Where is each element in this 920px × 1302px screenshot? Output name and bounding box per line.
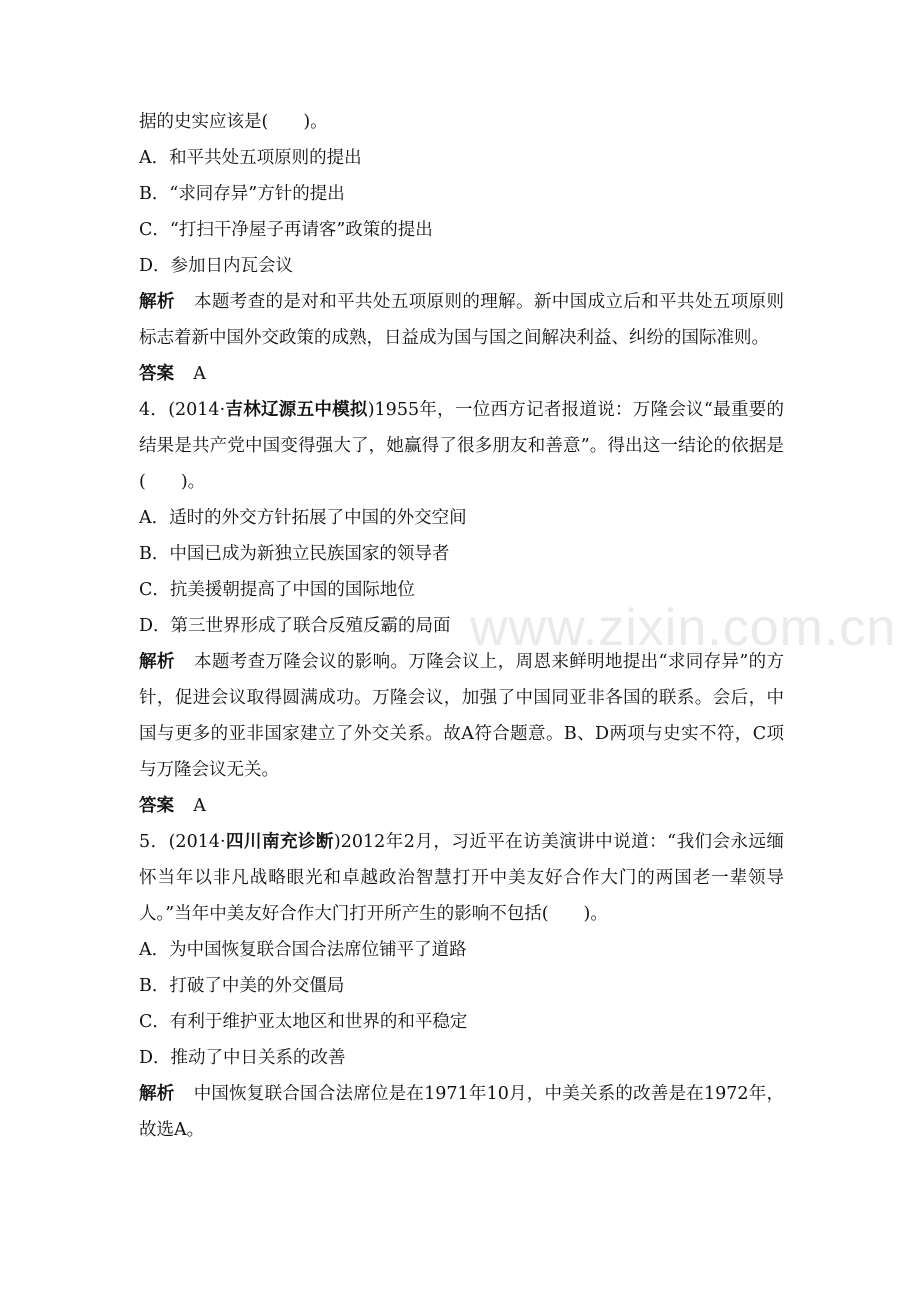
- analysis-label: 解析: [139, 292, 175, 312]
- q4-answer-value: A: [193, 796, 206, 816]
- q4-option-a: A．适时的外交方针拓展了中国的外交空间: [139, 508, 467, 528]
- q5-option-b: B．打破了中美的外交僵局: [139, 976, 345, 996]
- document-page: [139, 104, 784, 1148]
- q5-stem-text: )2012年2月，习近平在访美演讲中说道：“我们会永远缅怀当年以非凡战略眼光和卓越政治智慧打开中美友好合作大门的两国老一辈领导人。”当年中美友好合作大门打开所产生的影响不包括( )。: [139, 832, 784, 924]
- q3-option-b: B．“求同存异”方针的提出: [139, 184, 345, 204]
- answer-label: 答案: [139, 364, 174, 384]
- q4-option-b: B．中国已成为新独立民族国家的领导者: [139, 544, 450, 564]
- answer-label: 答案: [139, 796, 174, 816]
- q4-analysis: [139, 644, 784, 788]
- q3-option-c: C．“打扫干净屋子再请客”政策的提出: [139, 220, 433, 240]
- q4-answer: [139, 788, 784, 824]
- q4-option-d: D．第三世界形成了联合反殖反霸的局面: [139, 616, 451, 636]
- q5-source: 四川南充诊断: [225, 832, 334, 852]
- q5-option-c: C．有利于维护亚太地区和世界的和平稳定: [139, 1012, 468, 1032]
- q4-analysis-text: 本题考查万隆会议的影响。万隆会议上，周恩来鲜明地提出“求同存异”的方针，促进会议取得圆满成功。万隆会议，加强了中国同亚非各国的联系。会后，中国与更多的亚非国家建立了外交关系。故A符合题意。B、D两项与史实不符，C项与万隆会议无关。: [139, 652, 785, 780]
- analysis-label: 解析: [139, 1084, 175, 1104]
- q3-stem-end: 据的史实应该是( )。: [139, 112, 328, 132]
- q4-stem: [139, 392, 784, 500]
- q4-stem-text: )1955年，一位西方记者报道说：万隆会议“最重要的结果是共产党中国变得强大了，她赢得了很多朋友和善意”。得出这一结论的依据是( )。: [139, 400, 785, 492]
- q3-option-a: A．和平共处五项原则的提出: [139, 148, 362, 168]
- q4-number: 4．(2014·: [139, 400, 226, 420]
- q5-option-d: D．推动了中日关系的改善: [139, 1048, 346, 1068]
- q4-source: 吉林辽源五中模拟: [225, 400, 368, 420]
- q5-analysis-text: 中国恢复联合国合法席位是在1971年10月，中美关系的改善是在1972年，故选A。: [139, 1084, 785, 1140]
- watermark: www.zixin.com.cn: [470, 599, 897, 657]
- q3-option-d: D．参加日内瓦会议: [139, 256, 294, 276]
- q5-option-a: A．为中国恢复联合国合法席位铺平了道路: [139, 940, 467, 960]
- q3-analysis: [139, 284, 784, 356]
- q3-answer: [139, 356, 784, 392]
- q4-option-c: C．抗美援朝提高了中国的国际地位: [139, 580, 415, 600]
- q5-stem: [139, 824, 784, 932]
- q5-number: 5．(2014·: [139, 832, 226, 852]
- q5-analysis: [139, 1076, 784, 1148]
- q3-answer-value: A: [193, 364, 206, 384]
- q3-analysis-text: 本题考查的是对和平共处五项原则的理解。新中国成立后和平共处五项原则标志着新中国外交政策的成熟，日益成为国与国之间解决利益、纠纷的国际准则。: [139, 292, 784, 348]
- analysis-label: 解析: [139, 652, 175, 672]
